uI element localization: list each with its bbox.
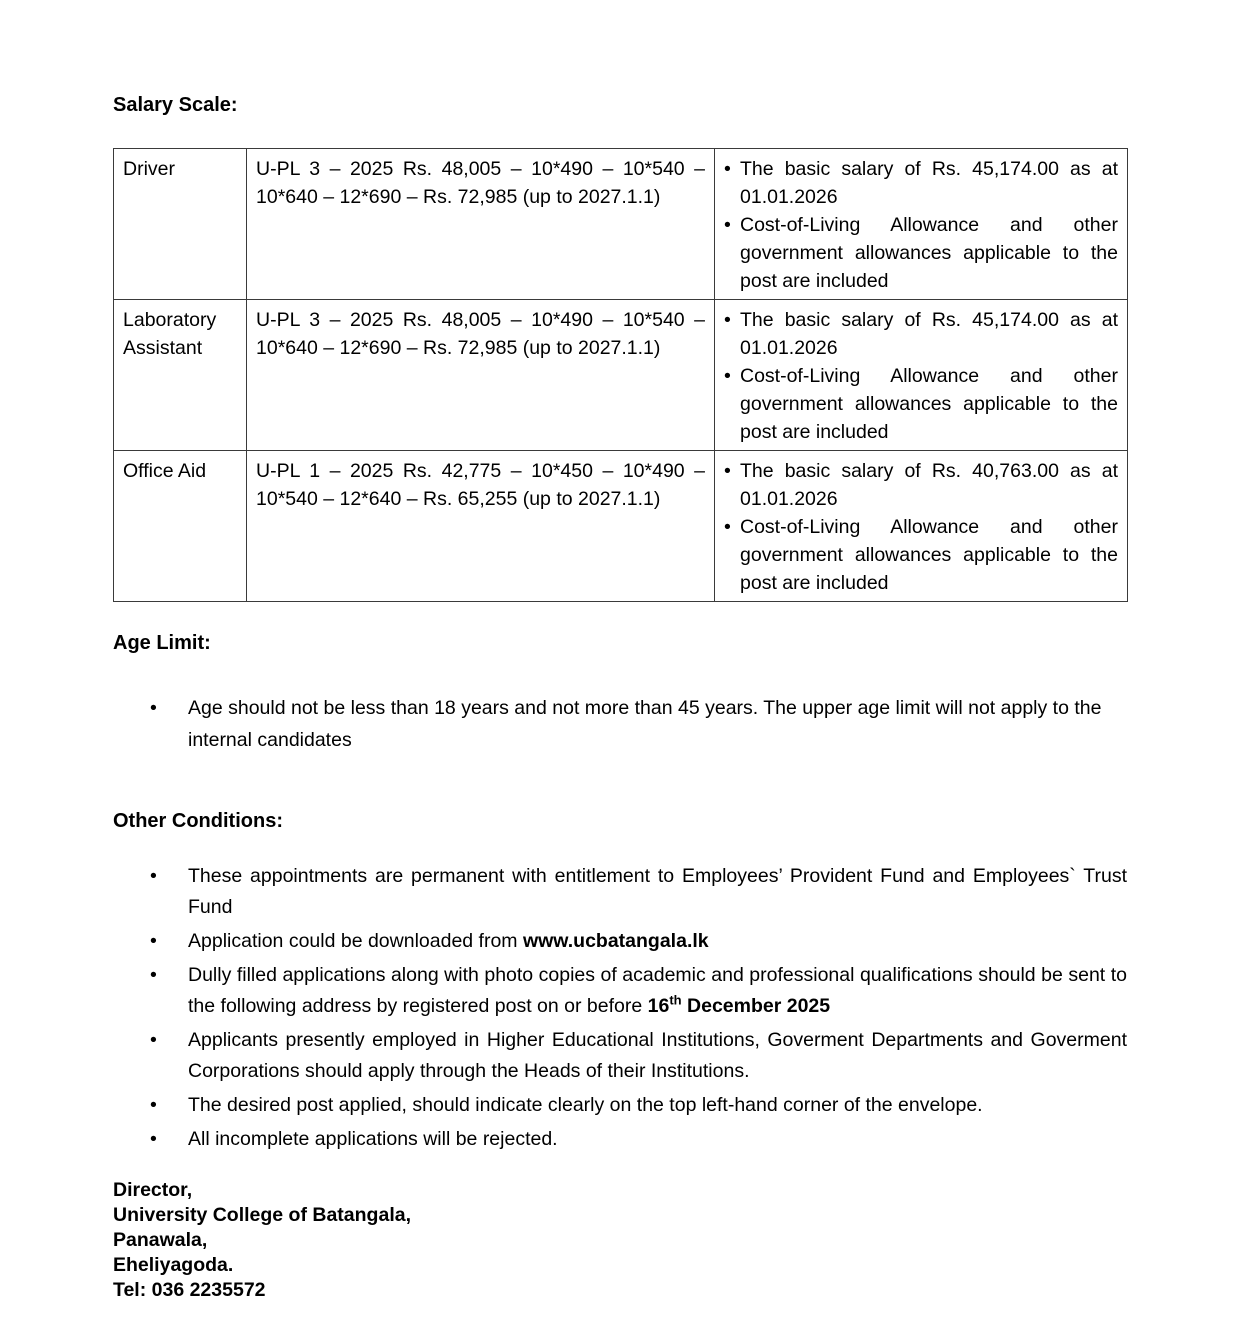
note-text: The basic salary of Rs. 40,763.00 as at 01.01.2026 <box>740 460 1118 510</box>
bullet-icon: • <box>150 930 157 952</box>
salary-scale-heading: Salary Scale: <box>113 94 238 116</box>
list-item-text <box>188 1029 1127 1082</box>
note-text: Cost-of-Living Allowance and other government allowances applicable to the post are included <box>740 516 1118 594</box>
list-item <box>113 960 1127 1022</box>
salary-scale-cell: U-PL 3 – 2025 Rs. 48,005 – 10*490 – 10*540 – 10*640 – 12*690 – Rs. 72,985 (up to 2027.1.1) <box>247 300 715 451</box>
bullet-icon: • <box>150 1128 157 1150</box>
list-item-text <box>188 697 1101 751</box>
note-bullet-item <box>724 513 1118 597</box>
note-text: The basic salary of Rs. 45,174.00 as at 01.01.2026 <box>740 158 1118 208</box>
bullet-icon: • <box>150 1029 157 1051</box>
bold-text-run: th <box>669 992 682 1008</box>
list-item-text <box>188 964 1127 1017</box>
salary-scale-table <box>113 148 1128 602</box>
salary-notes-cell <box>715 300 1128 451</box>
note-text: The basic salary of Rs. 45,174.00 as at 01.01.2026 <box>740 309 1118 359</box>
salary-scale-cell: U-PL 1 – 2025 Rs. 42,775 – 10*450 – 10*490 – 10*540 – 12*640 – Rs. 65,255 (up to 2027.1.1) <box>247 451 715 602</box>
text-run: These appointments are permanent with entitlement to Employees’ Provident Fund and Employees` Trust Fund <box>188 865 1127 918</box>
text-run: Application could be downloaded from <box>188 930 523 952</box>
text-run: The desired post applied, should indicate clearly on the top left-hand corner of the envelope. <box>188 1094 983 1116</box>
other-conditions-list <box>113 861 1127 1158</box>
signature-line: Tel: 036 2235572 <box>113 1279 266 1301</box>
text-run: Age should not be less than 18 years and not more than 45 years. The upper age limit will not apply to the internal candidates <box>188 697 1102 751</box>
signature-block <box>113 1178 1127 1303</box>
note-bullet-item <box>724 306 1118 362</box>
list-item <box>113 1090 1127 1121</box>
other-conditions-heading: Other Conditions: <box>113 810 283 832</box>
text-run: Applicants presently employed in Higher Educational Institutions, Goverment Departments and Goverment Corporations should apply through the Heads of their Institutions. <box>188 1029 1127 1082</box>
bullet-icon: • <box>724 365 731 387</box>
bullet-icon: • <box>724 460 731 482</box>
list-item-text <box>188 865 1127 918</box>
bullet-icon: • <box>724 309 731 331</box>
list-item <box>113 1025 1127 1087</box>
note-text: Cost-of-Living Allowance and other government allowances applicable to the post are included <box>740 365 1118 443</box>
bullet-icon: • <box>724 158 731 180</box>
age-limit-heading: Age Limit: <box>113 632 211 654</box>
salary-notes-cell <box>715 451 1128 602</box>
list-item <box>113 861 1127 923</box>
list-item <box>113 1124 1127 1155</box>
bullet-icon: • <box>150 865 157 887</box>
text-run: Dully filled applications along with photo copies of academic and professional qualifications should be sent to the following address by registered post on or before <box>188 964 1127 1017</box>
bullet-icon: • <box>150 1094 157 1116</box>
list-item-text <box>188 1128 558 1150</box>
list-item-text <box>188 930 709 952</box>
signature-line: University College of Batangala, <box>113 1204 411 1226</box>
note-bullet-item <box>724 155 1118 211</box>
signature-line: Eheliyagoda. <box>113 1254 234 1276</box>
note-bullet-item <box>724 362 1118 446</box>
list-item <box>113 926 1127 957</box>
post-name-cell: Driver <box>114 149 247 300</box>
salary-scale-cell: U-PL 3 – 2025 Rs. 48,005 – 10*490 – 10*540 – 10*640 – 12*690 – Rs. 72,985 (up to 2027.1.1) <box>247 149 715 300</box>
text-run: All incomplete applications will be rejected. <box>188 1128 558 1150</box>
signature-line: Panawala, <box>113 1229 208 1251</box>
post-name-cell: Laboratory Assistant <box>114 300 247 451</box>
age-limit-list <box>113 692 1127 760</box>
salary-table-row <box>114 451 1128 602</box>
bullet-icon: • <box>724 516 731 538</box>
bold-text-run: December 2025 <box>681 995 831 1017</box>
signature-line: Director, <box>113 1179 193 1201</box>
salary-notes-cell <box>715 149 1128 300</box>
salary-table-row <box>114 149 1128 300</box>
bullet-icon: • <box>150 697 157 719</box>
bullet-icon: • <box>724 214 731 236</box>
bold-text-run: 16 <box>647 995 670 1017</box>
post-name-cell: Office Aid <box>114 451 247 602</box>
bullet-icon: • <box>150 964 157 986</box>
note-bullet-item <box>724 211 1118 295</box>
note-bullet-item <box>724 457 1118 513</box>
salary-table-body <box>114 149 1128 602</box>
list-item-text <box>188 1094 983 1116</box>
bold-text-run: www.ucbatangala.lk <box>522 930 709 952</box>
list-item <box>113 692 1127 756</box>
note-text: Cost-of-Living Allowance and other government allowances applicable to the post are included <box>740 214 1118 292</box>
salary-table-row <box>114 300 1128 451</box>
